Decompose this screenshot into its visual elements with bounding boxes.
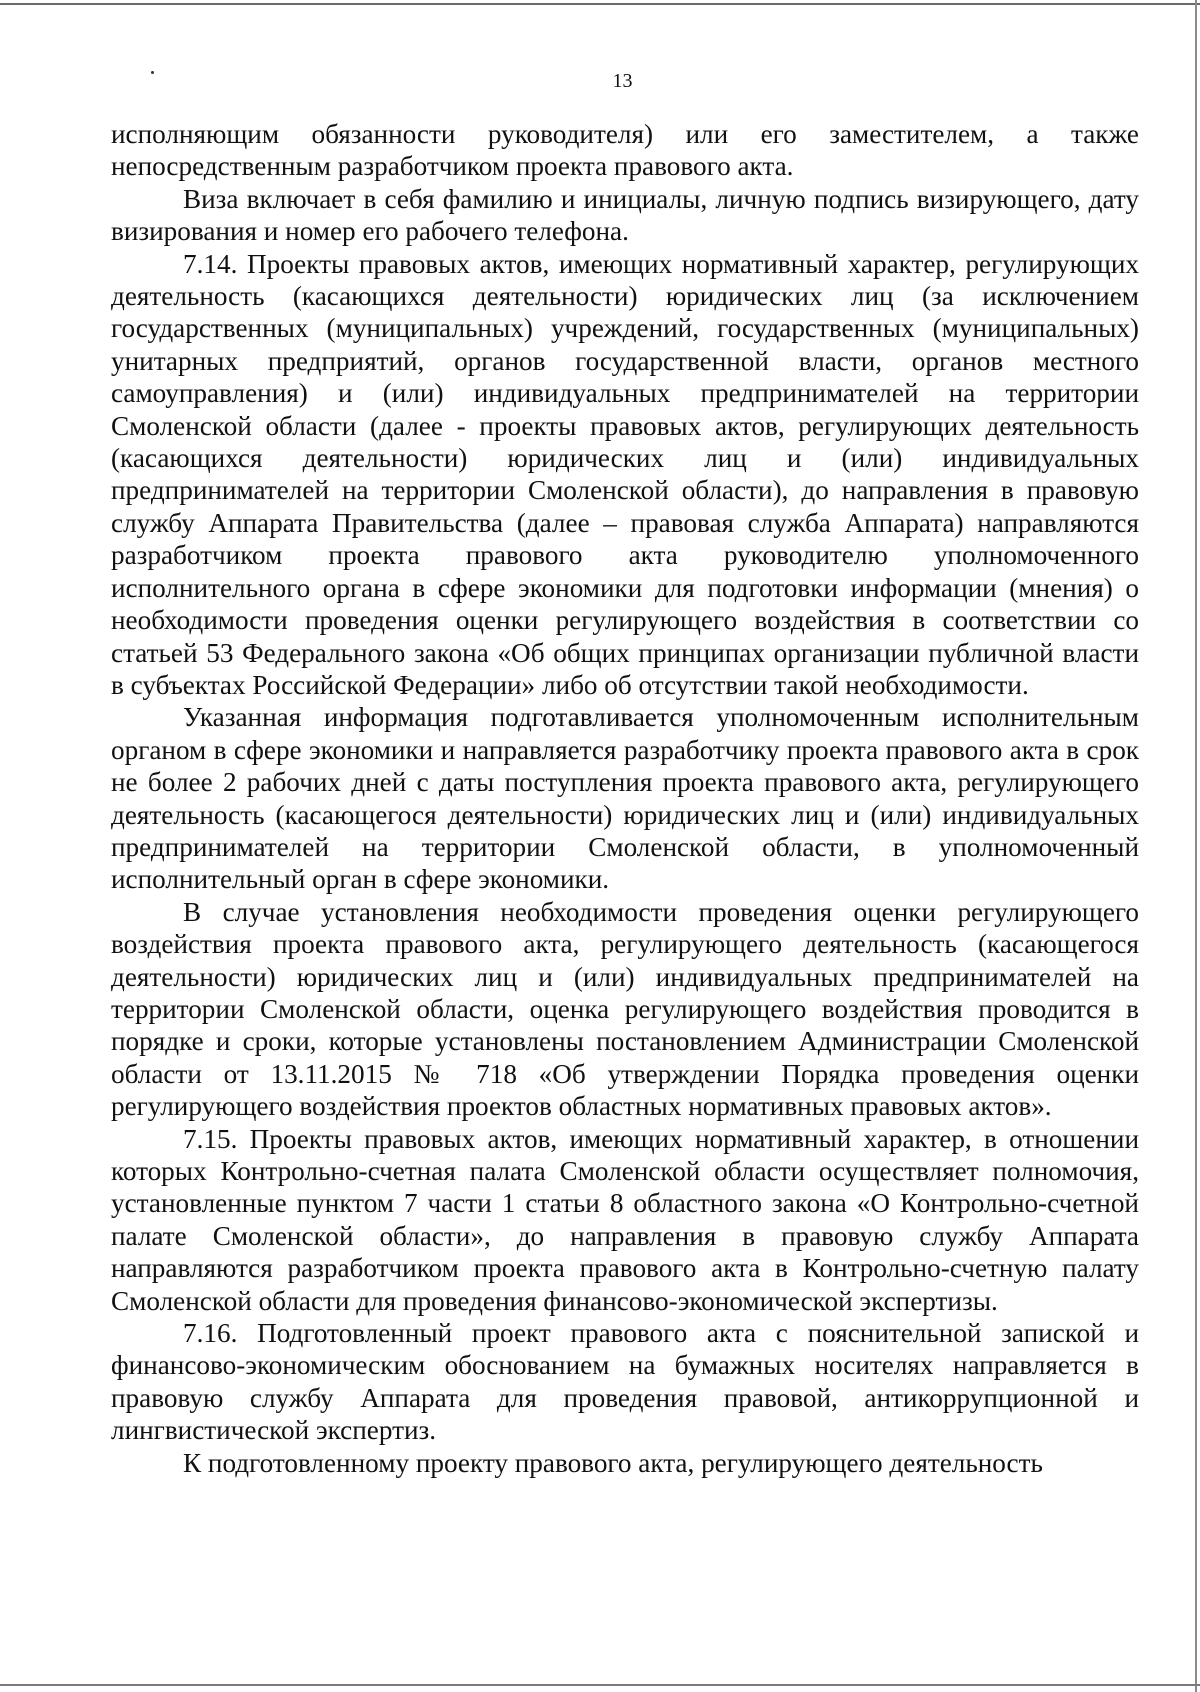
paragraph-2: Виза включает в себя фамилию и инициалы, личную подпись визирующего, дату визирования и номер его рабочего телефона. — [111, 183, 1139, 247]
paragraph-1: исполняющим обязанности руководителя) или его заместителем, а также непосредственным разработчиком проекта правового акта. — [111, 119, 1139, 182]
paragraph-4: Указанная информация подготавливается уполномоченным исполнительным органом в сфере экономики и направляется разработчику проекта правового акта в срок не более 2 рабочих дней с даты поступления проекта правового акта, регулирующего деятельность (касающегося деятельности) юридических лиц и (или) индивидуальных предпринимателей на территории Смоленской области, в уполномоченный исполнительный орган в сфере экономики. — [111, 702, 1139, 895]
paragraph-5: В случае установления необходимости проведения оценки регулирующего воздействия проекта правового акта, регулирующего деятельность (касающегося деятельности) юридических лиц и (или) индивидуальных предпринимателей на территории Смоленской области, оценка регулирующего воздействия проводится в порядке и сроки, которые установлены постановлением Администрации Смоленской области от 13.11.2015 № 718 «Об утверждении Порядка проведения оценки регулирующего воздействия проектов областных нормативных правовых актов». — [111, 896, 1139, 1122]
scan-border-bottom — [0, 1684, 1200, 1686]
paragraph-3: 7.14. Проекты правовых актов, имеющих нормативный характер, регулирующих деятельность (касающихся деятельности) юридических лиц (за исключением государственных (муниципальных) учреждений, государственных (муниципальных) унитарных предприятий, органов государственной власти, органов местного самоуправления) и (или) индивидуальных предпринимателей на территории Смоленской области (далее - проекты правовых актов, регулирующих деятельность (касающихся деятельности) юридических лиц и (или) индивидуальных предпринимателей на территории Смоленской области), до направления в правовую службу Аппарата Правительства (далее – правовая служба Аппарата) направляются разработчиком проекта правового акта руководителю уполномоченного исполнительного органа в сфере экономики для подготовки информации (мнения) о необходимости проведения оценки регулирующего воздействия в соответствии со статьей 53 Федерального закона «Об общих принципах организации публичной власти в субъектах Российской Федерации» либо об отсутствии такой необходимости. — [111, 248, 1139, 700]
scan-border-top — [0, 3, 1200, 5]
page-number: 13 — [612, 70, 633, 92]
paragraph-8: К подготовленному проекту правового акта, регулирующего деятельность — [183, 1447, 1043, 1478]
paragraph-7: 7.16. Подготовленный проект правового акта с пояснительной запиской и финансово-экономическим обоснованием на бумажных носителях направляется в правовую службу Аппарата для проведения правовой, антикоррупционной и лингвистической экспертиз. — [111, 1318, 1139, 1446]
paragraph-6: 7.15. Проекты правовых актов, имеющих нормативный характер, в отношении которых Контрольно-счетная палата Смоленской области осуществляет полномочия, установленные пунктом 7 части 1 статьи 8 областного закона «О Контрольно-счетной палате Смоленской области», до направления в правовую службу Аппарата направляются разработчиком проекта правового акта в Контрольно-счетную палату Смоленской области для проведения финансово-экономической экспертизы. — [111, 1123, 1139, 1316]
scan-border-right — [1195, 0, 1197, 1692]
document-body — [111, 118, 1139, 1479]
